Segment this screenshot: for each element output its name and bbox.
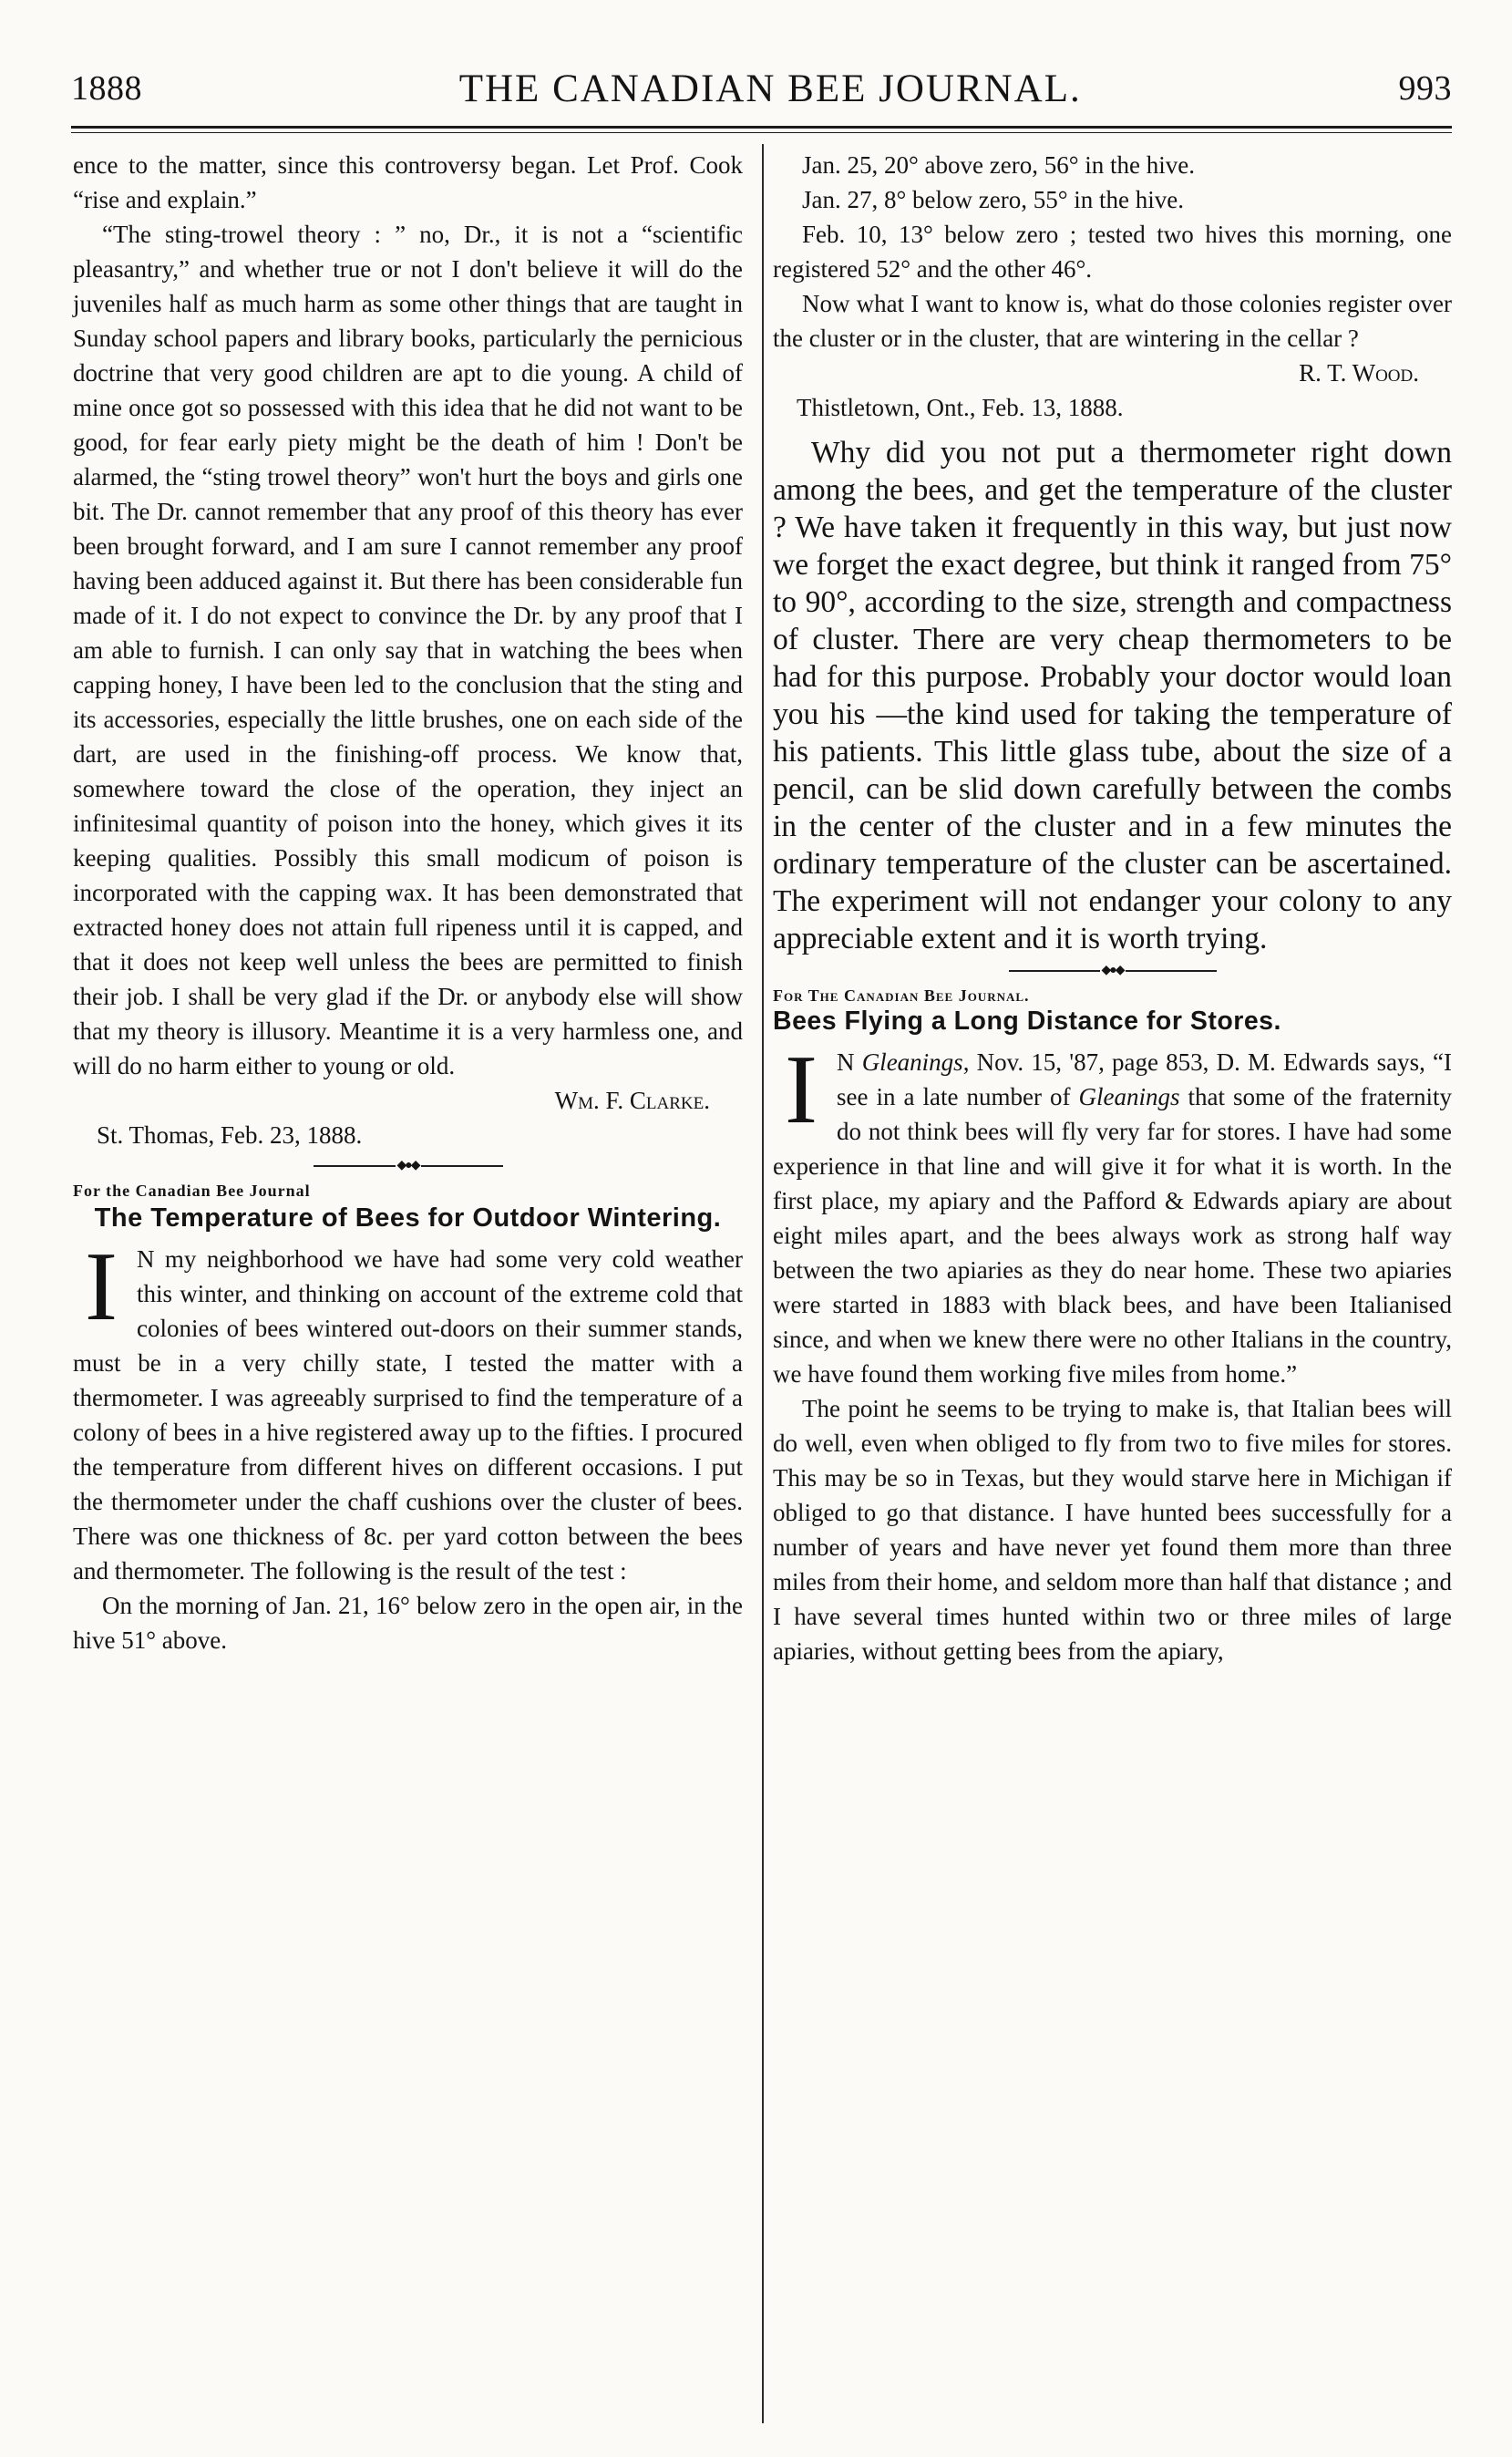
- reading-jan-21: On the morning of Jan. 21, 16° below zero in the open air, in the hive 51° above.: [73, 1592, 743, 1654]
- article-heading: The Temperature of Bees for Outdoor Wintering.: [94, 1203, 722, 1233]
- page-header: [71, 60, 1452, 117]
- section-kicker: For The Canadian Bee Journal.: [773, 986, 1030, 1005]
- sting-trowel-paragraph: “The sting-trowel theory : ” no, Dr., it is not a “scientific pleasantry,” and whether true or not I don't believe it will do the juveniles half as much harm as some other things that are taught in Sunday school papers and library books, particularly the pernicious doctrine that very good children are apt to die young. A child of mine once got so possessed with this idea that he did not want to be good, for fear early piety might be the death of him ! Don't be alarmed, the “sting trowel theory” won't hurt the boys and girls one bit. The Dr. cannot remember that any proof of this theory has ever been brought forward, and I am sure I cannot remember any proof having been adduced against it. But there has been considerable fun made of it. I do not expect to convince the Dr. by any proof that I am able to furnish. I can only say that in watching the bees when capping honey, I have been led to the conclusion that the sting and its accessories, especially the little brushes, one on each side of the dart, are used in the finishing-off process. We know that, somewhere toward the close of the operation, they inject an infinitesimal quantity of poison into the honey, which gives it its keeping qualities. Possibly this small modicum of poison is incorporated with the capping wax. It has been demonstrated that extracted honey does not attain full ripeness until it is capped, and that it does not keep well unless the bees are permitted to finish their job. I shall be very glad if the Dr. or anybody else will show that my theory is illusory. Meantime it is a very harmless one, and will do no harm either to young or old.: [73, 221, 743, 1079]
- article-heading: Bees Flying a Long Distance for Stores.: [773, 1007, 1281, 1036]
- right-column: [773, 148, 1452, 1668]
- gleanings-title: Gleanings: [861, 1048, 963, 1076]
- drop-cap: I: [785, 1036, 818, 1144]
- gleanings-paragraph: [773, 1036, 1453, 1391]
- gleanings-rest: that some of the fraternity do not think bees will fly very far for stores. I have had some experience in that line and will give it for what it is worth. In the first place, my apiary and the Pafford & Edwards apiary are about eight miles apart, and the bees always work as strong half way between the two apiaries as they do near home. These two apiaries were started in 1883 with black bees, and have been Italianised since, and when we knew there were no other Italians in the country, we have found them working five miles from home.”: [773, 1083, 1453, 1388]
- section-ornament: ◆●◆: [73, 1160, 743, 1172]
- reading-jan-27: Jan. 27, 8° below zero, 55° in the hive.: [802, 186, 1185, 213]
- question-paragraph: Now what I want to know is, what do those colonies register over the cluster or in the cluster, that are wintering in the cellar ?: [773, 290, 1452, 352]
- temperature-paragraph-text: N my neighborhood we have had some very cold weather this winter, and thinking on account of the extreme cold that colonies of bees wintered out-doors on their summer stands, must be in a very chilly state, I tested the matter with a thermometer. I was agreeably surprised to find the temperature of a colony of bees in a hive registered away up to the fifties. I procured the temperature from different hives on different occasions. I put the thermometer under the chaff cushions over the cluster of bees. There was one thickness of 8c. per yard cotton between the bees and thermometer. The following is the result of the test :: [73, 1245, 743, 1585]
- editor-reply: Why did you not put a thermometer right down among the bees, and get the temperature of the cluster ? We have taken it frequently in this way, but just now we forget the exact degree, but think it ranged from 75° to 90°, according to the size, strength and compactness of cluster. There are very cheap thermometers to be had for this purpose. Probably your doctor would loan you his —the kind used for taking the temperature of his patients. This little glass tube, about the size of a pencil, can be slid down carefully between the combs in the center of the cluster and in a few minutes the ordinary temperature of the cluster can be ascertained. The experiment will not endanger your colony to any appreciable extent and it is worth trying.: [773, 436, 1452, 955]
- italian-bees-paragraph: The point he seems to be trying to make is, that Italian bees will do well, even when obliged to fly from two to five miles for stores. This may be so in Texas, but they would starve here in Michigan if obliged to go that distance. I have hunted bees successfully for a number of years and have never yet found them more than three miles from their home, and seldom more than half that distance ; and I have several times hunted within two or three miles of large apiaries, without getting bees from the apiary,: [773, 1395, 1452, 1665]
- page-number: 993: [1398, 69, 1452, 108]
- section-ornament: ◆●◆: [773, 965, 1452, 977]
- gleanings-title: Gleanings: [1078, 1083, 1180, 1110]
- column-divider: [762, 144, 764, 2423]
- reading-jan-25: Jan. 25, 20° above zero, 56° in the hive.: [802, 151, 1195, 179]
- drop-cap: I: [85, 1233, 118, 1341]
- author-signature: R. T. Wood.: [1299, 359, 1419, 387]
- article-dateline: Thistletown, Ont., Feb. 13, 1888.: [797, 394, 1124, 421]
- section-kicker: For the Canadian Bee Journal: [73, 1182, 311, 1200]
- gleanings-mid: , Nov. 15, '87, page 853, D. M. Edwards says, “I see in a late number of: [837, 1048, 1453, 1110]
- header-rule-thick: [71, 126, 1452, 129]
- header-year: 1888: [71, 69, 142, 108]
- gleanings-prefix: N: [837, 1048, 862, 1076]
- author-signature: Wm. F. Clarke.: [554, 1087, 710, 1114]
- journal-title: THE CANADIAN BEE JOURNAL.: [458, 67, 1082, 110]
- article-continuation-paragraph: ence to the matter, since this controversy began. Let Prof. Cook “rise and explain.”: [73, 151, 743, 213]
- reading-feb-10: Feb. 10, 13° below zero ; tested two hives this morning, one registered 52° and the other 46°.: [773, 221, 1452, 283]
- temperature-paragraph: [73, 1233, 743, 1588]
- header-rule-thin: [71, 132, 1452, 133]
- article-dateline: St. Thomas, Feb. 23, 1888.: [97, 1121, 363, 1149]
- left-column: [73, 148, 743, 1657]
